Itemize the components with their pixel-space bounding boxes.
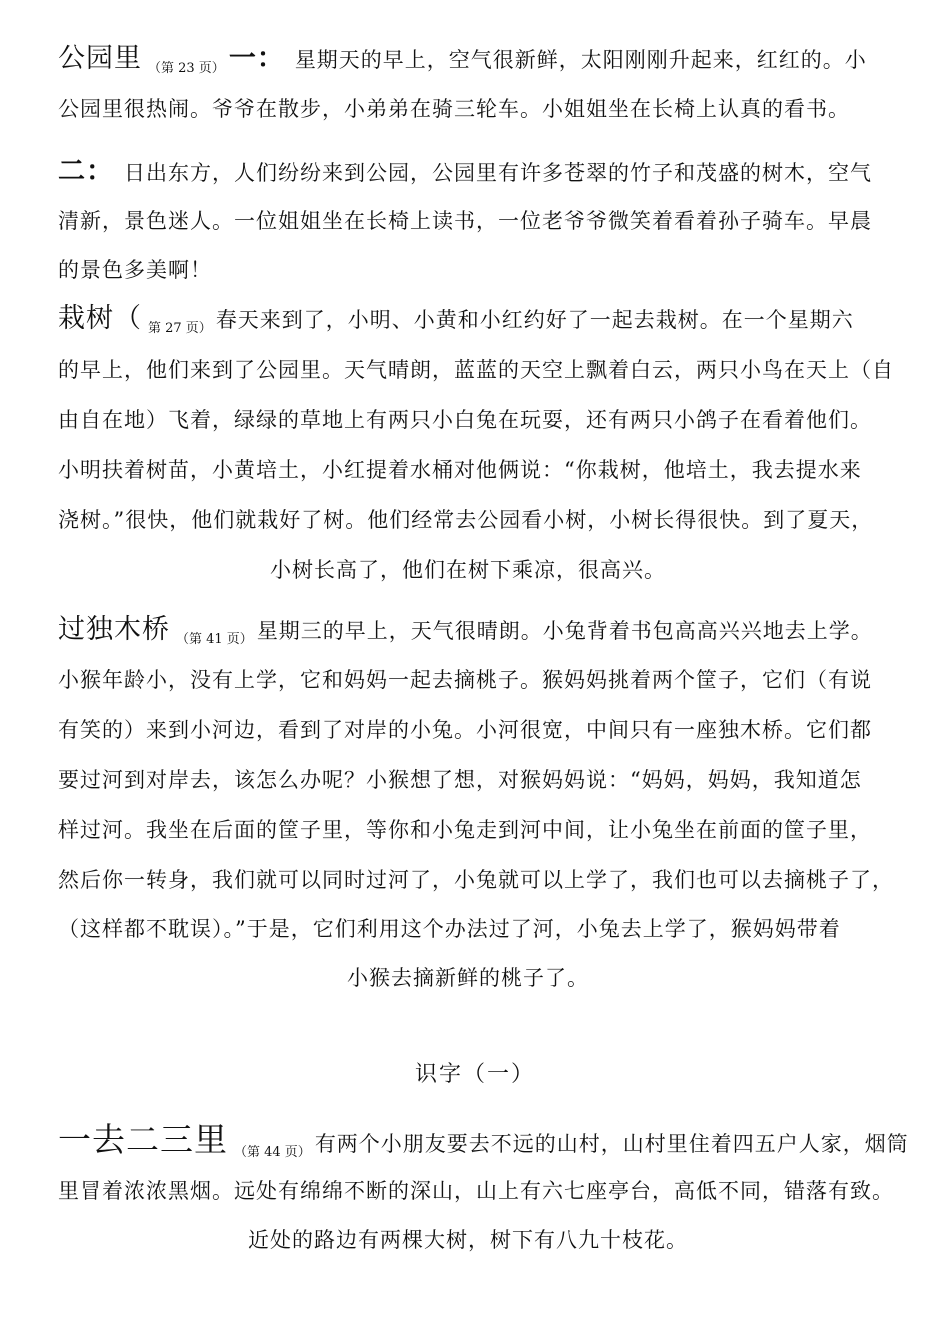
paragraph-line: 有笑的）来到小河边，看到了对岸的小兔。小河很宽，中间只有一座独木桥。它们都 bbox=[58, 718, 872, 742]
section-yiquersanli-line-1 bbox=[58, 1120, 909, 1168]
paragraph-line: 的早上，他们来到了公园里。天气晴朗，蓝蓝的天空上飘着白云，两只小鸟在天上（自 bbox=[58, 358, 894, 382]
page-reference: （第 23 页） bbox=[148, 61, 225, 76]
section-gongyuanli-line-1 bbox=[58, 44, 878, 84]
section-heading: 识字（一） bbox=[414, 1062, 535, 1087]
paragraph-text: 日出东方，人们纷纷来到公园，公园里有许多苍翠的竹子和茂盛的树木，空气 bbox=[124, 161, 872, 185]
item-numeral: 一： bbox=[228, 43, 285, 74]
paragraph-line: 由自在地）飞着，绿绿的草地上有两只小白兔在玩耍，还有两只小鸽子在看着他们。 bbox=[58, 408, 872, 432]
item-numeral: 二： bbox=[58, 156, 114, 187]
page-reference: 第 27 页） bbox=[148, 321, 212, 336]
paragraph-line: 的景色多美啊！ bbox=[58, 258, 212, 282]
section-guodumuqiao-line-1 bbox=[58, 615, 878, 655]
paragraph-text: 星期三的早上，天气很晴朗。小兔背着书包高高兴兴地去上学。 bbox=[256, 619, 873, 643]
paragraph-line: 浇树。”很快，他们就栽好了树。他们经常去公园看小树，小树长得很快。到了夏天， bbox=[58, 508, 874, 532]
paragraph-line: 小树长高了，他们在树下乘凉，很高兴。 bbox=[270, 558, 666, 582]
section-title: 栽树（ bbox=[58, 303, 142, 334]
section-title: 过独木桥 bbox=[58, 614, 170, 645]
section-title: 公园里 bbox=[58, 43, 142, 74]
paragraph-line: 近处的路边有两棵大树，树下有八九十枝花。 bbox=[248, 1228, 688, 1252]
section-gongyuanli-line-3 bbox=[58, 157, 878, 188]
paragraph-line: （这样都不耽误）。”于是，它们利用这个办法过了河，小兔去上学了，猴妈妈带着 bbox=[58, 917, 841, 941]
paragraph-text: 春天来到了，小明、小黄和小红约好了一起去栽树。在一个星期六 bbox=[215, 308, 854, 332]
page-reference: （第 44 页） bbox=[234, 1145, 311, 1160]
section-title: 一去二三里 bbox=[58, 1120, 228, 1159]
paragraph-line: 样过河。我坐在后面的筐子里，等你和小兔走到河中间，让小兔坐在前面的筐子里， bbox=[58, 818, 872, 842]
paragraph-line: 公园里很热闹。爷爷在散步，小弟弟在骑三轮车。小姐姐坐在长椅上认真的看书。 bbox=[58, 97, 850, 121]
paragraph-line: 里冒着浓浓黑烟。远处有绵绵不断的深山，山上有六七座亭台，高低不同，错落有致。 bbox=[58, 1179, 894, 1203]
paragraph-line: 小猴年龄小，没有上学，它和妈妈一起去摘桃子。猴妈妈挑着两个筐子，它们（有说 bbox=[58, 668, 872, 692]
paragraph-line: 然后你一转身，我们就可以同时过河了，小兔就可以上学了，我们也可以去摘桃子了， bbox=[58, 868, 894, 892]
page-reference: （第 41 页） bbox=[176, 632, 253, 647]
paragraph-line: 清新，景色迷人。一位姐姐坐在长椅上读书，一位老爷爷微笑着看着孙子骑车。早晨 bbox=[58, 209, 872, 233]
section-zaishu-line-1 bbox=[58, 304, 878, 344]
paragraph-line: 要过河到对岸去，该怎么办呢？小猴想了想，对猴妈妈说：“妈妈，妈妈，我知道怎 bbox=[58, 768, 862, 792]
paragraph-text: 有两个小朋友要去不远的山村，山村里住着四五户人家，烟筒 bbox=[314, 1132, 909, 1156]
paragraph-text: 星期天的早上，空气很新鲜，太阳刚刚升起来，红红的。小 bbox=[294, 48, 867, 72]
paragraph-line: 小猴去摘新鲜的桃子了。 bbox=[347, 966, 589, 990]
paragraph-line: 小明扶着树苗，小黄培土，小红提着水桶对他俩说：“你栽树，他培土，我去提水来 bbox=[58, 458, 862, 482]
